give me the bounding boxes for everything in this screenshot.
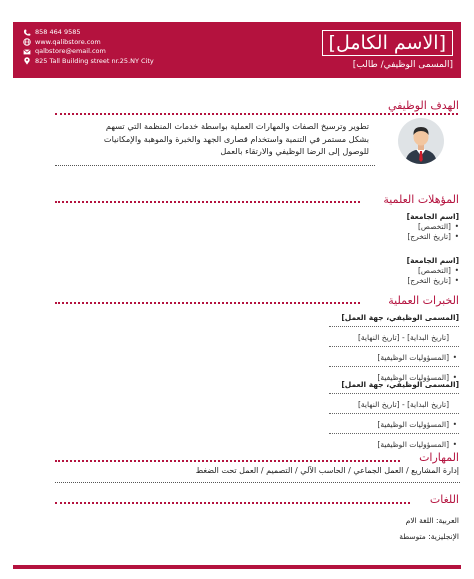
experience-entry	[239, 312, 459, 383]
entry-divider	[329, 413, 459, 414]
phone-icon	[23, 29, 31, 37]
contact-website-text[interactable]: www.qalibstore.com	[35, 37, 101, 46]
experience-entry	[239, 379, 459, 450]
language-item: العربية: اللغة الام	[405, 516, 459, 525]
objective-title: الهدف الوظيفي	[387, 99, 459, 112]
university-name: [اسم الجامعة]	[406, 212, 459, 221]
contact-list	[23, 28, 154, 66]
job-title: [المسمى الوظيفي/ طالب]	[352, 60, 453, 70]
education-entry	[259, 212, 459, 242]
avatar	[398, 118, 444, 164]
education-title: المؤهلات العلمية	[383, 193, 459, 206]
contact-address	[23, 57, 154, 67]
responsibility-item: • [المسؤوليات الوظيفية]	[239, 439, 459, 450]
entry-divider	[329, 326, 459, 327]
responsibility-item: • [المسؤوليات الوظيفية]	[239, 352, 459, 363]
language-item: الإنجليزية: متوسطة	[399, 532, 459, 541]
major: • [التخصص]	[259, 266, 451, 276]
objective-text: تطوير وترسيخ الصفات والمهارات العملية بواسطة خدمات المنظمة التي تسهم بشكل مستمر في التنمية واستخدام قصارى الجهد والخبرة والموهبة والإمكانيات للوصول إلى الرضا الوظيفي والارتقاء بالعمل	[103, 121, 369, 156]
responsibility-item: • [المسؤوليات الوظيفية]	[239, 372, 459, 383]
location-icon	[23, 57, 31, 65]
job-dates: [تاريخ البداية] - [تاريخ النهاية]	[357, 333, 449, 342]
contact-email-text[interactable]: qalbstore@email.com	[35, 47, 106, 55]
entry-divider	[329, 346, 459, 347]
job-dates: [تاريخ البداية] - [تاريخ النهاية]	[357, 400, 449, 409]
contact-address-text: 825 Tall Building street nr.25.NY City	[35, 56, 154, 65]
experience-divider	[55, 302, 360, 304]
objective-bottom-divider	[55, 165, 375, 166]
resume-header	[13, 22, 461, 78]
skills-text: إدارة المشاريع / العمل الجماعي / الحاسب الآلي / التصميم / العمل تحت الضغط	[195, 466, 459, 475]
objective-divider	[55, 113, 458, 115]
skills-bottom-divider	[55, 482, 460, 483]
skills-divider	[55, 460, 400, 462]
job-role: [المسمى الوظيفي، جهة العمل]	[341, 380, 459, 389]
email-icon	[23, 48, 31, 56]
experience-title: الخبرات العملية	[388, 294, 459, 307]
entry-divider	[329, 433, 459, 434]
contact-website	[23, 38, 154, 48]
education-entry	[259, 256, 459, 286]
languages-title: اللغات	[429, 493, 459, 506]
contact-email	[23, 47, 154, 57]
entry-divider	[329, 366, 459, 367]
entry-divider	[329, 393, 459, 394]
globe-icon	[23, 38, 31, 46]
responsibility-item: • [المسؤوليات الوظيفية]	[239, 419, 459, 430]
contact-phone	[23, 28, 154, 38]
job-role: [المسمى الوظيفي، جهة العمل]	[341, 313, 459, 322]
university-name: [اسم الجامعة]	[406, 256, 459, 265]
skills-title: المهارات	[419, 451, 459, 464]
major: • [التخصص]	[259, 222, 451, 232]
languages-divider	[55, 502, 410, 504]
contact-phone-text: 858 464 9585	[35, 28, 81, 36]
graduation-date: • [تاريخ التخرج]	[259, 276, 451, 286]
education-divider	[55, 201, 360, 203]
full-name: [الاسم الكامل]	[322, 30, 453, 56]
footer-bar	[13, 565, 461, 569]
graduation-date: • [تاريخ التخرج]	[259, 232, 451, 242]
